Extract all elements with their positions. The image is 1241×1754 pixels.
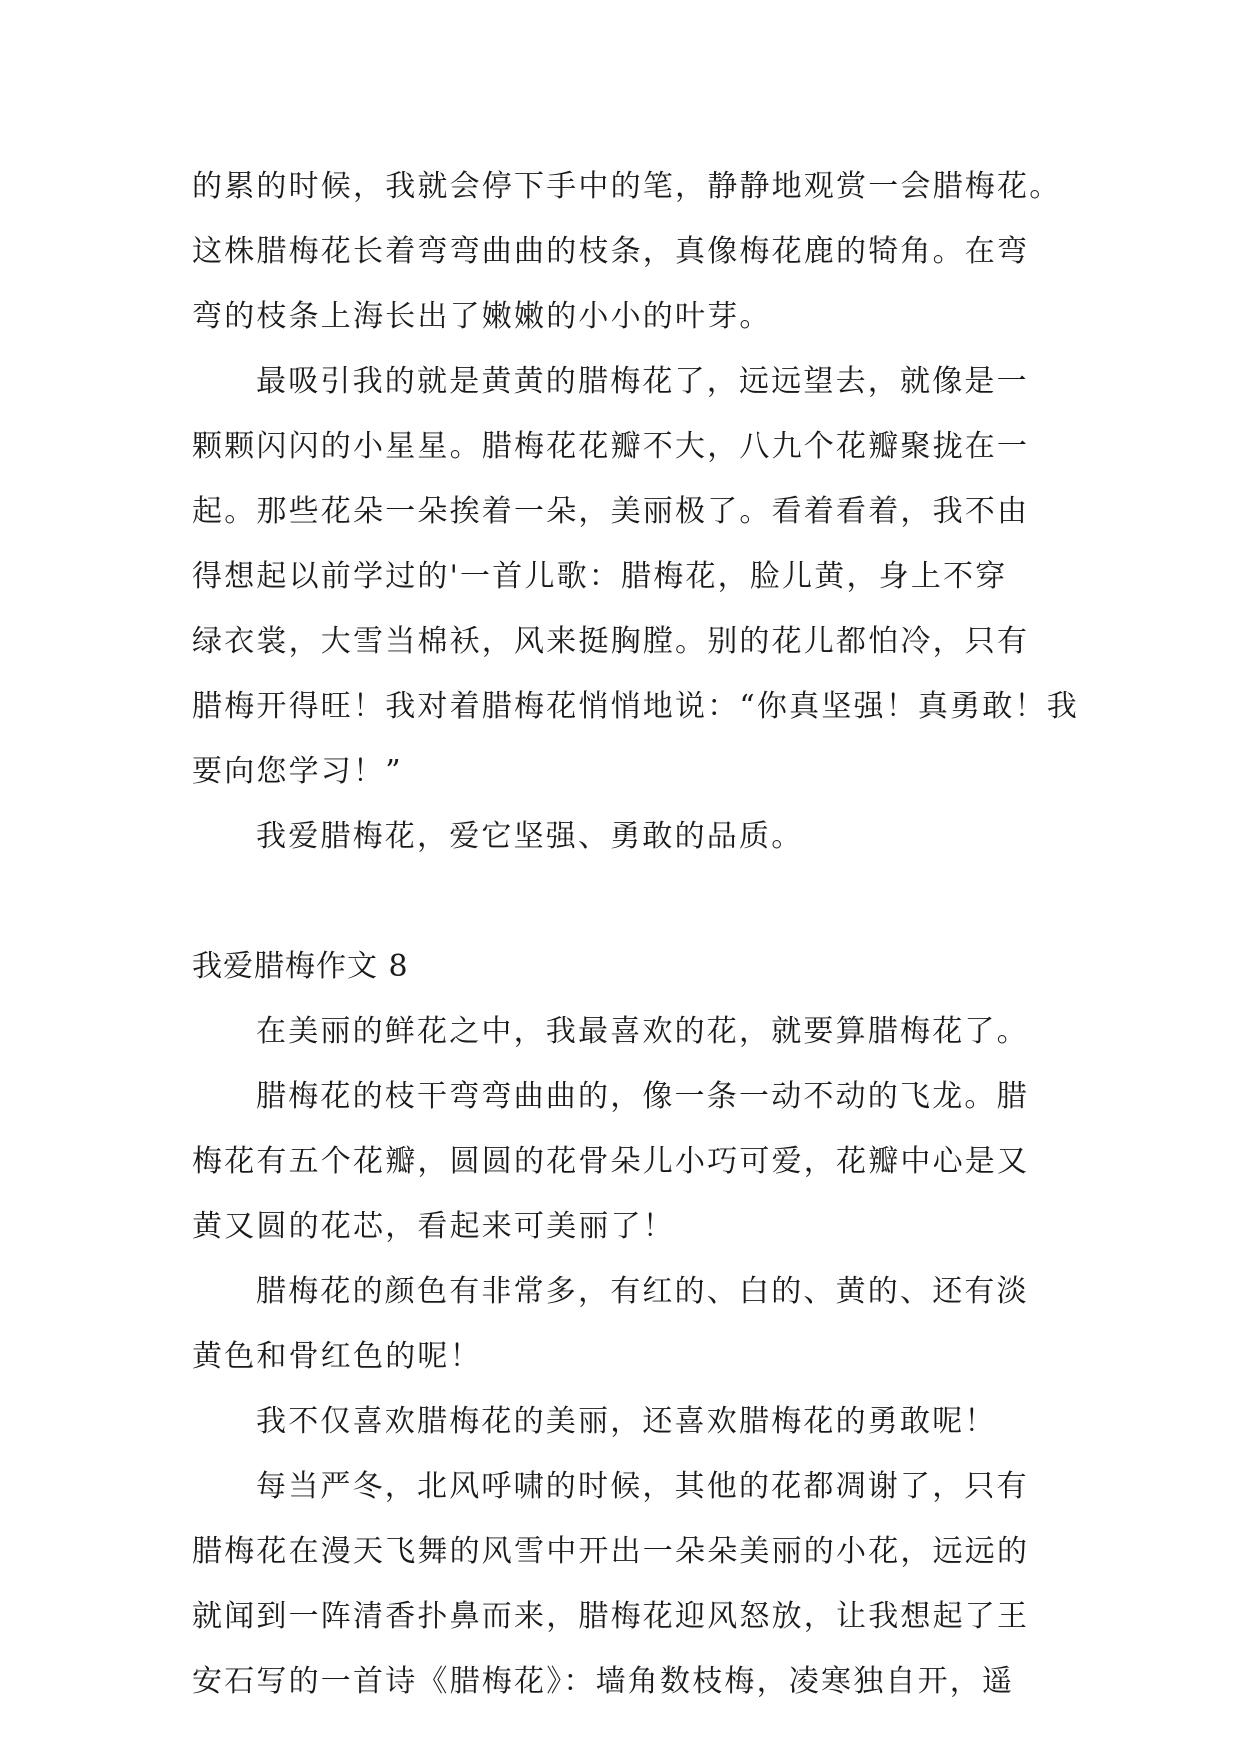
paragraph-first-line: 我不仅喜欢腊梅花的美丽，还喜欢腊梅花的勇敢呢！ [256, 1404, 997, 1439]
text-line: 绿衣裳，大雪当棉袄，风来挺胸膛。别的花儿都怕冷，只有 [192, 624, 1030, 659]
text-line: 的累的时候，我就会停下手中的笔，静静地观赏一会腊梅花。 [192, 169, 1062, 204]
text-line: 颗颗闪闪的小星星。腊梅花花瓣不大，八九个花瓣聚拢在一 [192, 429, 1030, 464]
paragraph-first-line: 在美丽的鲜花之中，我最喜欢的花，就要算腊梅花了。 [256, 1014, 1029, 1049]
text-line: 腊梅开得旺！我对着腊梅花悄悄地说：“你真坚强！真勇敢！我 [192, 689, 1079, 724]
paragraph-first-line: 我爱腊梅花，爱它坚强、勇敢的品质。 [256, 819, 804, 854]
text-line: 起。那些花朵一朵挨着一朵，美丽极了。看着看着，我不由 [192, 494, 1030, 529]
text-line: 梅花有五个花瓣，圆圆的花骨朵儿小巧可爱，花瓣中心是又 [192, 1144, 1030, 1179]
text-line: 弯的枝条上海长出了嫩嫩的小小的叶芽。 [192, 299, 772, 334]
text-line: 安石写的一首诗《腊梅花》：墙角数枝梅，凌寒独自开，遥 [192, 1664, 1015, 1699]
paragraph-first-line: 最吸引我的就是黄黄的腊梅花了，远远望去，就像是一 [256, 364, 1029, 399]
text-line: 黄色和骨红色的呢！ [192, 1339, 482, 1374]
text-line: 这株腊梅花长着弯弯曲曲的枝条，真像梅花鹿的犄角。在弯 [192, 234, 1030, 269]
paragraph-first-line: 腊梅花的枝干弯弯曲曲的，像一条一动不动的飞龙。腊 [256, 1079, 1029, 1114]
text-line: 黄又圆的花芯，看起来可美丽了！ [192, 1209, 675, 1244]
section-heading: 我爱腊梅作文 8 [192, 949, 409, 984]
text-line: 就闻到一阵清香扑鼻而来，腊梅花迎风怒放，让我想起了王 [192, 1599, 1030, 1634]
text-line: 腊梅花在漫天飞舞的风雪中开出一朵朵美丽的小花，远远的 [192, 1534, 1030, 1569]
paragraph-first-line: 每当严冬，北风呼啸的时候，其他的花都凋谢了，只有 [256, 1469, 1029, 1504]
paragraph-first-line: 腊梅花的颜色有非常多，有红的、白的、黄的、还有淡 [256, 1274, 1029, 1309]
text-line: 得想起以前学过的'一首儿歌：腊梅花，脸儿黄，身上不穿 [192, 559, 1008, 594]
text-line: 要向您学习！” [192, 754, 403, 789]
